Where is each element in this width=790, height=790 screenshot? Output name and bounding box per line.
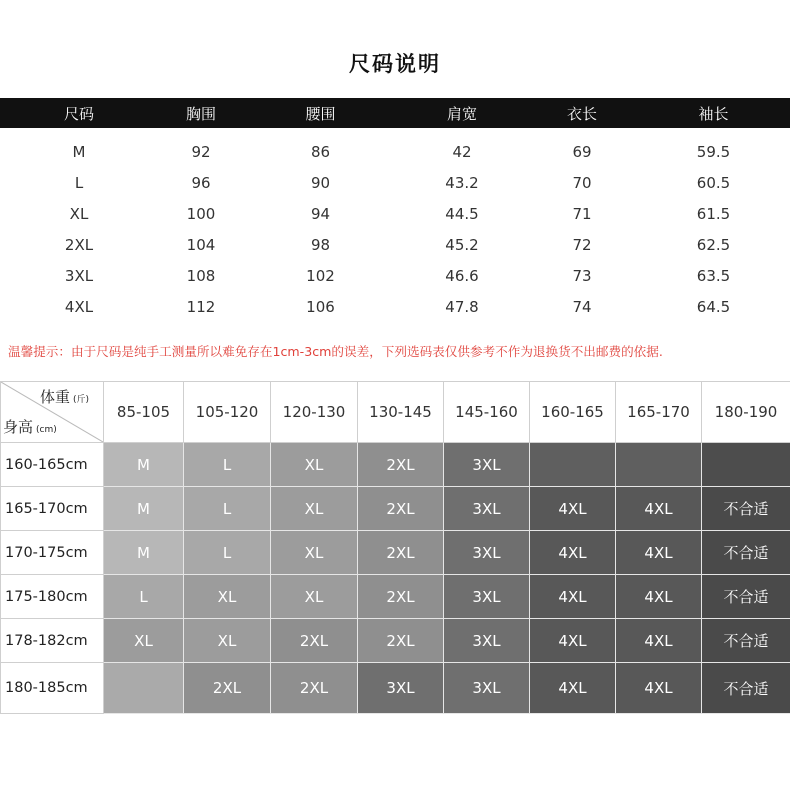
- size-table-cell: 64.5: [696, 297, 731, 316]
- size-recommendation-cell: 2XL: [358, 619, 444, 663]
- size-recommendation-cell: 2XL: [271, 619, 358, 663]
- weight-unit: (斤): [72, 395, 89, 405]
- size-table-cell: 112: [186, 297, 216, 316]
- size-table-cell: 70: [572, 173, 592, 192]
- grid-corner-cell: [1, 382, 104, 443]
- header-size: 尺码: [63, 104, 94, 123]
- size-recommendation-cell: M: [104, 487, 184, 531]
- size-recommendation-cell: 4XL: [530, 487, 616, 531]
- weight-header-cell: 130-145: [358, 382, 444, 443]
- size-recommendation-cell: 4XL: [616, 575, 702, 619]
- weight-header-cell: 85-105: [104, 382, 184, 443]
- size-table-cell: 98: [310, 235, 331, 254]
- size-table-cell: L: [74, 173, 84, 192]
- size-table-cell: 44.5: [445, 204, 479, 223]
- weight-header-cell: 145-160: [444, 382, 530, 443]
- corner-height-label: [3, 416, 57, 437]
- size-table-cell: 2XL: [64, 235, 94, 254]
- size-recommendation-cell: XL: [271, 531, 358, 575]
- size-recommendation-cell: 3XL: [444, 575, 530, 619]
- size-recommendation-cell: 2XL: [184, 663, 271, 714]
- weight-header-cell: 180-190: [702, 382, 790, 443]
- size-recommendation-cell: 不合适: [702, 487, 790, 531]
- size-recommendation-cell: 3XL: [444, 531, 530, 575]
- size-table-cell: 42: [452, 142, 472, 161]
- weight-header-cell: 105-120: [184, 382, 271, 443]
- size-recommendation-cell: 4XL: [616, 487, 702, 531]
- size-recommendation-cell: L: [104, 575, 184, 619]
- weight-header-cell: 120-130: [271, 382, 358, 443]
- height-row-label: 170-175cm: [1, 531, 104, 575]
- size-recommendation-cell: 不合适: [702, 619, 790, 663]
- size-table-cell: 60.5: [696, 173, 731, 192]
- size-table-cell: 104: [186, 235, 216, 254]
- size-table-row: [0, 167, 790, 198]
- weight-header-cell: 160-165: [530, 382, 616, 443]
- size-recommendation-cell: M: [104, 443, 184, 487]
- size-recommendation-cell: XL: [271, 487, 358, 531]
- size-recommendation-cell: XL: [184, 575, 271, 619]
- size-recommendation-cell: 不合适: [702, 663, 790, 714]
- size-table-cell: 61.5: [696, 204, 731, 223]
- size-table-cell: 71: [572, 204, 592, 223]
- size-recommendation-cell: 3XL: [444, 663, 530, 714]
- size-table-cell: 62.5: [696, 235, 731, 254]
- size-recommendation-cell: XL: [104, 619, 184, 663]
- size-table-cell: 72: [572, 235, 592, 254]
- size-recommendation-cell: [616, 443, 702, 487]
- size-table-cell: 69: [572, 142, 592, 161]
- size-recommendation-grid: [0, 381, 790, 712]
- size-recommendation-cell: L: [184, 443, 271, 487]
- size-table-cell: 45.2: [445, 235, 479, 254]
- header-sleeve: 袖长: [698, 104, 729, 123]
- size-table-cell: 74: [572, 297, 592, 316]
- size-table-cell: 92: [191, 142, 211, 161]
- size-table-cell: 94: [310, 204, 331, 223]
- size-table-row: [0, 229, 790, 260]
- page-title: 尺码说明: [349, 52, 441, 76]
- header-length: 衣长: [566, 104, 597, 123]
- size-table-cell: M: [72, 142, 86, 161]
- size-recommendation-cell: 4XL: [530, 575, 616, 619]
- height-row-label: 160-165cm: [1, 443, 104, 487]
- size-table-row: [0, 291, 790, 322]
- size-table-cell: 47.8: [445, 297, 479, 316]
- size-table-cell: 59.5: [696, 142, 731, 161]
- size-table: [0, 98, 790, 322]
- size-note: 温馨提示：由于尺码是纯手工测量所以难免存在1cm-3cm的误差，下列选码表仅供参考不作为退换货不出邮费的依据.: [8, 344, 663, 359]
- size-recommendation-cell: 2XL: [271, 663, 358, 714]
- header-waist: 腰围: [305, 104, 336, 123]
- size-table-cell: 43.2: [445, 173, 479, 192]
- size-table-cell: 73: [572, 266, 592, 285]
- size-table-row: [0, 136, 790, 167]
- weight-header-cell: 165-170: [616, 382, 702, 443]
- weight-label: 体重: [39, 388, 70, 406]
- size-recommendation-cell: 2XL: [358, 531, 444, 575]
- height-row-label: 178-182cm: [1, 619, 104, 663]
- size-table-row: [0, 260, 790, 291]
- height-row-label: 175-180cm: [1, 575, 104, 619]
- size-table-cell: 3XL: [64, 266, 94, 285]
- header-shoulder: 肩宽: [446, 104, 477, 123]
- corner-weight-label: [40, 386, 89, 407]
- size-recommendation-cell: 4XL: [530, 619, 616, 663]
- size-recommendation-cell: XL: [271, 575, 358, 619]
- size-recommendation-cell: [702, 443, 790, 487]
- size-recommendation-cell: 不合适: [702, 531, 790, 575]
- size-table-cell: XL: [69, 204, 89, 223]
- size-table-cell: 102: [306, 266, 335, 285]
- size-table-cell: 96: [191, 173, 211, 192]
- size-recommendation-cell: 4XL: [616, 619, 702, 663]
- size-recommendation-cell: 2XL: [358, 443, 444, 487]
- size-table-cell: 46.6: [445, 266, 479, 285]
- size-table-row: [0, 198, 790, 229]
- header-chest: 胸围: [185, 104, 216, 123]
- size-recommendation-cell: 4XL: [616, 663, 702, 714]
- size-recommendation-cell: L: [184, 487, 271, 531]
- size-recommendation-cell: 不合适: [702, 575, 790, 619]
- size-table-cell: 90: [310, 173, 331, 192]
- size-recommendation-cell: 3XL: [444, 487, 530, 531]
- size-table-cell: 106: [306, 297, 335, 316]
- height-unit: (cm): [36, 425, 57, 435]
- size-recommendation-cell: M: [104, 531, 184, 575]
- height-row-label: 180-185cm: [1, 663, 104, 714]
- size-table-cell: 86: [310, 142, 331, 161]
- size-recommendation-cell: 4XL: [530, 663, 616, 714]
- size-table-cell: 108: [186, 266, 216, 285]
- size-table-cell: 4XL: [64, 297, 94, 316]
- size-recommendation-cell: [530, 443, 616, 487]
- size-recommendation-cell: 3XL: [444, 443, 530, 487]
- size-recommendation-cell: XL: [184, 619, 271, 663]
- size-recommendation-cell: [104, 663, 184, 714]
- size-recommendation-cell: 4XL: [530, 531, 616, 575]
- size-recommendation-cell: 3XL: [358, 663, 444, 714]
- height-label: 身高: [3, 418, 34, 436]
- size-recommendation-cell: 2XL: [358, 575, 444, 619]
- size-recommendation-cell: XL: [271, 443, 358, 487]
- size-recommendation-cell: L: [184, 531, 271, 575]
- size-table-header: [0, 98, 790, 128]
- size-table-cell: 100: [186, 204, 216, 223]
- size-recommendation-cell: 4XL: [616, 531, 702, 575]
- height-row-label: 165-170cm: [1, 487, 104, 531]
- size-recommendation-cell: 3XL: [444, 619, 530, 663]
- size-recommendation-cell: 2XL: [358, 487, 444, 531]
- size-table-cell: 63.5: [696, 266, 731, 285]
